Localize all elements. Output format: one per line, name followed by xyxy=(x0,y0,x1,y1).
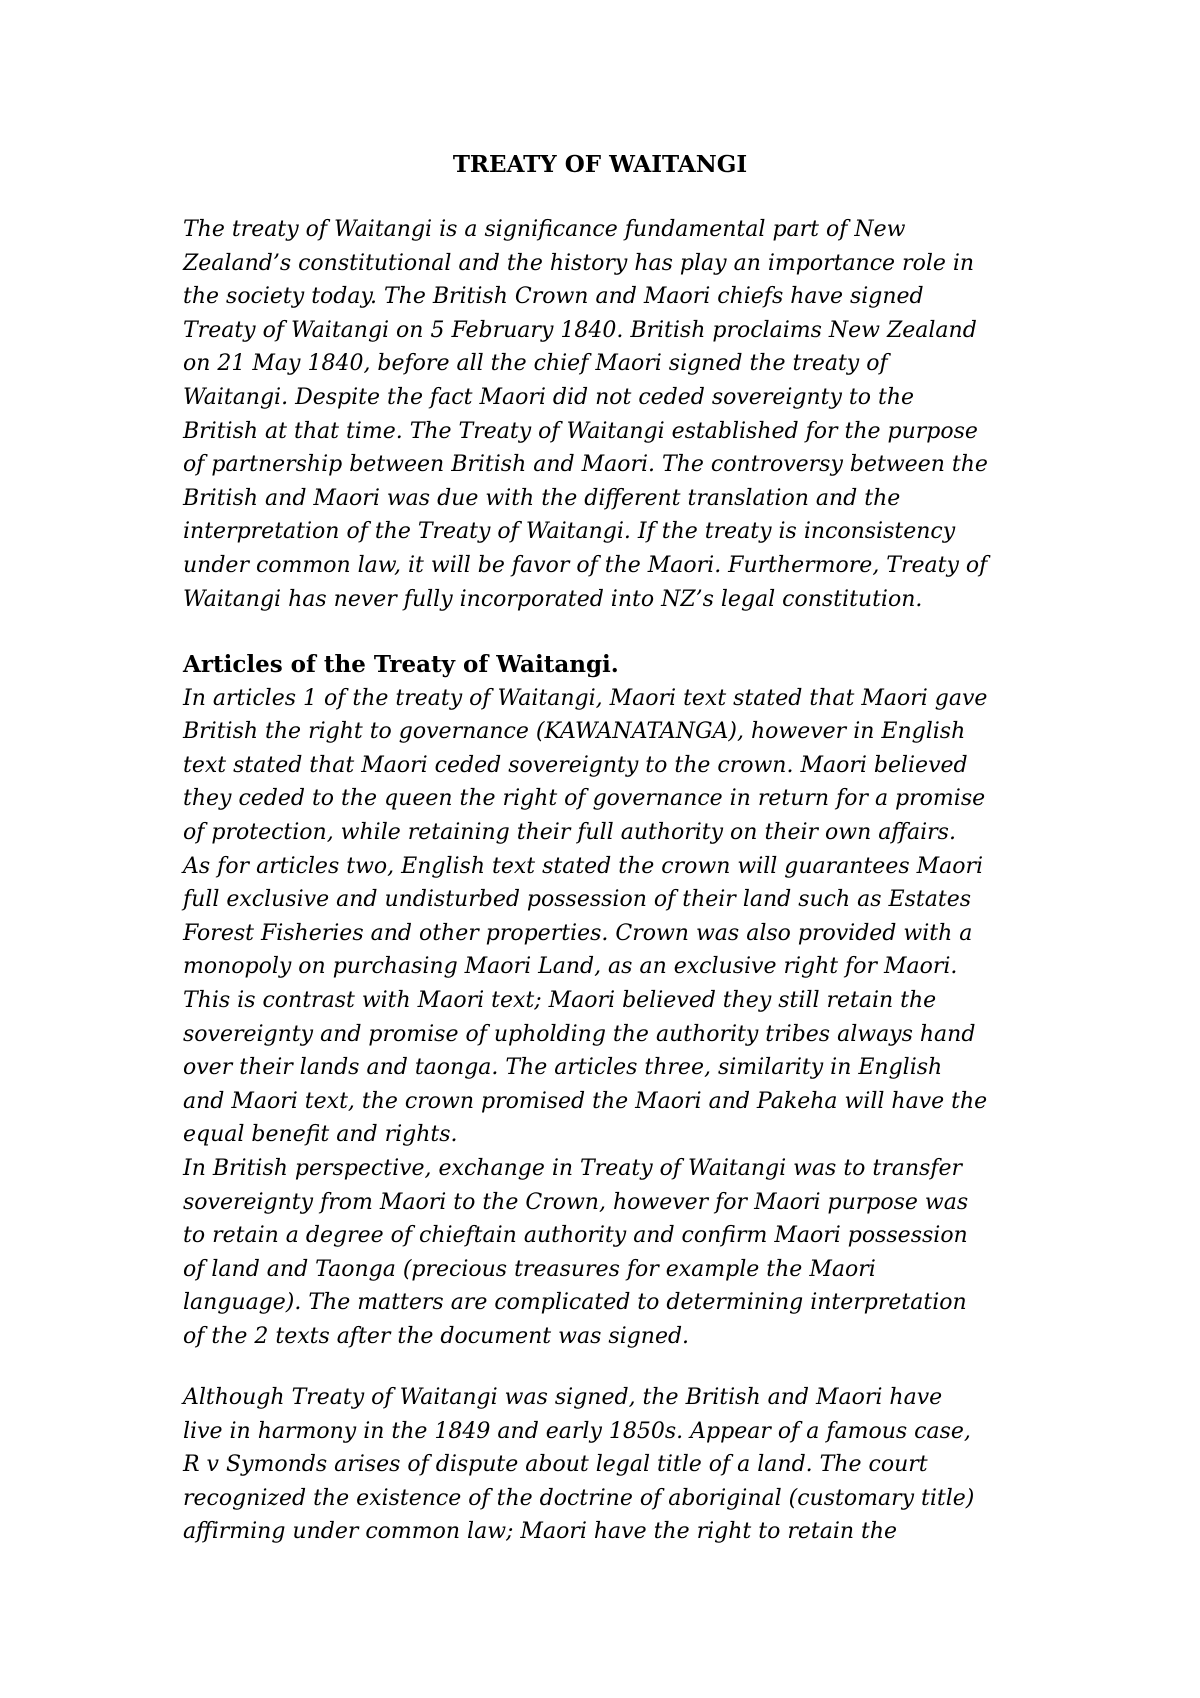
text-line: Forest Fisheries and other properties. Crown was also provided with a xyxy=(183,920,973,946)
text-line: As for articles two, English text stated the crown will guarantees Maori xyxy=(183,853,984,879)
text-line: of land and Taonga (precious treasures for example the Maori xyxy=(183,1256,876,1282)
closing-paragraph xyxy=(183,1381,1083,1549)
text-line: language). The matters are complicated to determining interpretation xyxy=(183,1290,967,1316)
text-line: The treaty of Waitangi is a significance fundamental part of New xyxy=(183,217,906,242)
text-line: under common law, it will be favor of the Maori. Furthermore, Treaty of xyxy=(183,552,988,578)
text-line: they ceded to the queen the right of governance in return for a promise xyxy=(183,786,986,812)
text-line: over their lands and taonga. The articles three, similarity in English xyxy=(183,1055,943,1081)
text-line: equal benefit and rights. xyxy=(183,1122,458,1148)
text-line: of the 2 texts after the document was signed. xyxy=(183,1323,690,1349)
text-line: of protection, while retaining their full authority on their own affairs. xyxy=(183,819,956,845)
text-line: sovereignty from Maori to the Crown, however for Maori purpose was xyxy=(183,1189,969,1215)
text-line: affirming under common law; Maori have the right to retain the xyxy=(183,1519,898,1545)
text-line: In articles 1 of the treaty of Waitangi, Maori text stated that Maori gave xyxy=(183,685,988,711)
text-line: and Maori text, the crown promised the Maori and Pakeha will have the xyxy=(183,1088,988,1114)
text-line: Zealand’s constitutional and the history has play an importance role in xyxy=(183,250,975,276)
text-line: Waitangi has never fully incorporated into NZ’s legal constitution. xyxy=(183,586,923,612)
text-line: monopoly on purchasing Maori Land, as an exclusive right for Maori. xyxy=(183,954,958,980)
text-line: of partnership between British and Maori. The controversy between the xyxy=(183,452,988,478)
text-line: British at that time. The Treaty of Waitangi established for the purpose xyxy=(183,418,978,444)
articles-section xyxy=(183,648,1083,1353)
text-line: sovereignty and promise of upholding the authority tribes always hand xyxy=(183,1021,976,1047)
document-title: TREATY OF WAITANGI xyxy=(452,151,748,178)
text-line: Although Treaty of Waitangi was signed, the British and Maori have xyxy=(183,1385,943,1410)
text-line: the society today. The British Crown and Maori chiefs have signed xyxy=(183,284,924,310)
intro-paragraph xyxy=(183,213,1083,616)
text-line: text stated that Maori ceded sovereignty to the crown. Maori believed xyxy=(183,752,968,778)
text-line: This is contrast with Maori text; Maori believed they still retain the xyxy=(183,987,937,1013)
text-line: British and Maori was due with the different translation and the xyxy=(183,485,901,511)
text-line: full exclusive and undisturbed possession of their land such as Estates xyxy=(183,887,972,913)
text-line: Waitangi. Despite the fact Maori did not ceded sovereignty to the xyxy=(183,384,915,410)
text-line: In British perspective, exchange in Treaty of Waitangi was to transfer xyxy=(183,1155,963,1181)
text-line: Treaty of Waitangi on 5 February 1840. British proclaims New Zealand xyxy=(183,317,977,343)
text-line: live in harmony in the 1849 and early 1850s. Appear of a famous case, xyxy=(183,1418,971,1444)
text-line: R v Symonds arises of dispute about legal title of a land. The court xyxy=(183,1452,928,1478)
articles-heading: Articles of the Treaty of Waitangi. xyxy=(183,651,619,678)
text-line: on 21 May 1840, before all the chief Maori signed the treaty of xyxy=(183,351,888,377)
text-line: to retain a degree of chieftain authority and confirm Maori possession xyxy=(183,1223,968,1249)
text-line: recognized the existence of the doctrine of aboriginal (customary title) xyxy=(183,1485,975,1511)
text-line: British the right to governance (KAWANATANGA), however in English xyxy=(183,719,966,745)
text-line: interpretation of the Treaty of Waitangi. If the treaty is inconsistency xyxy=(183,519,956,545)
